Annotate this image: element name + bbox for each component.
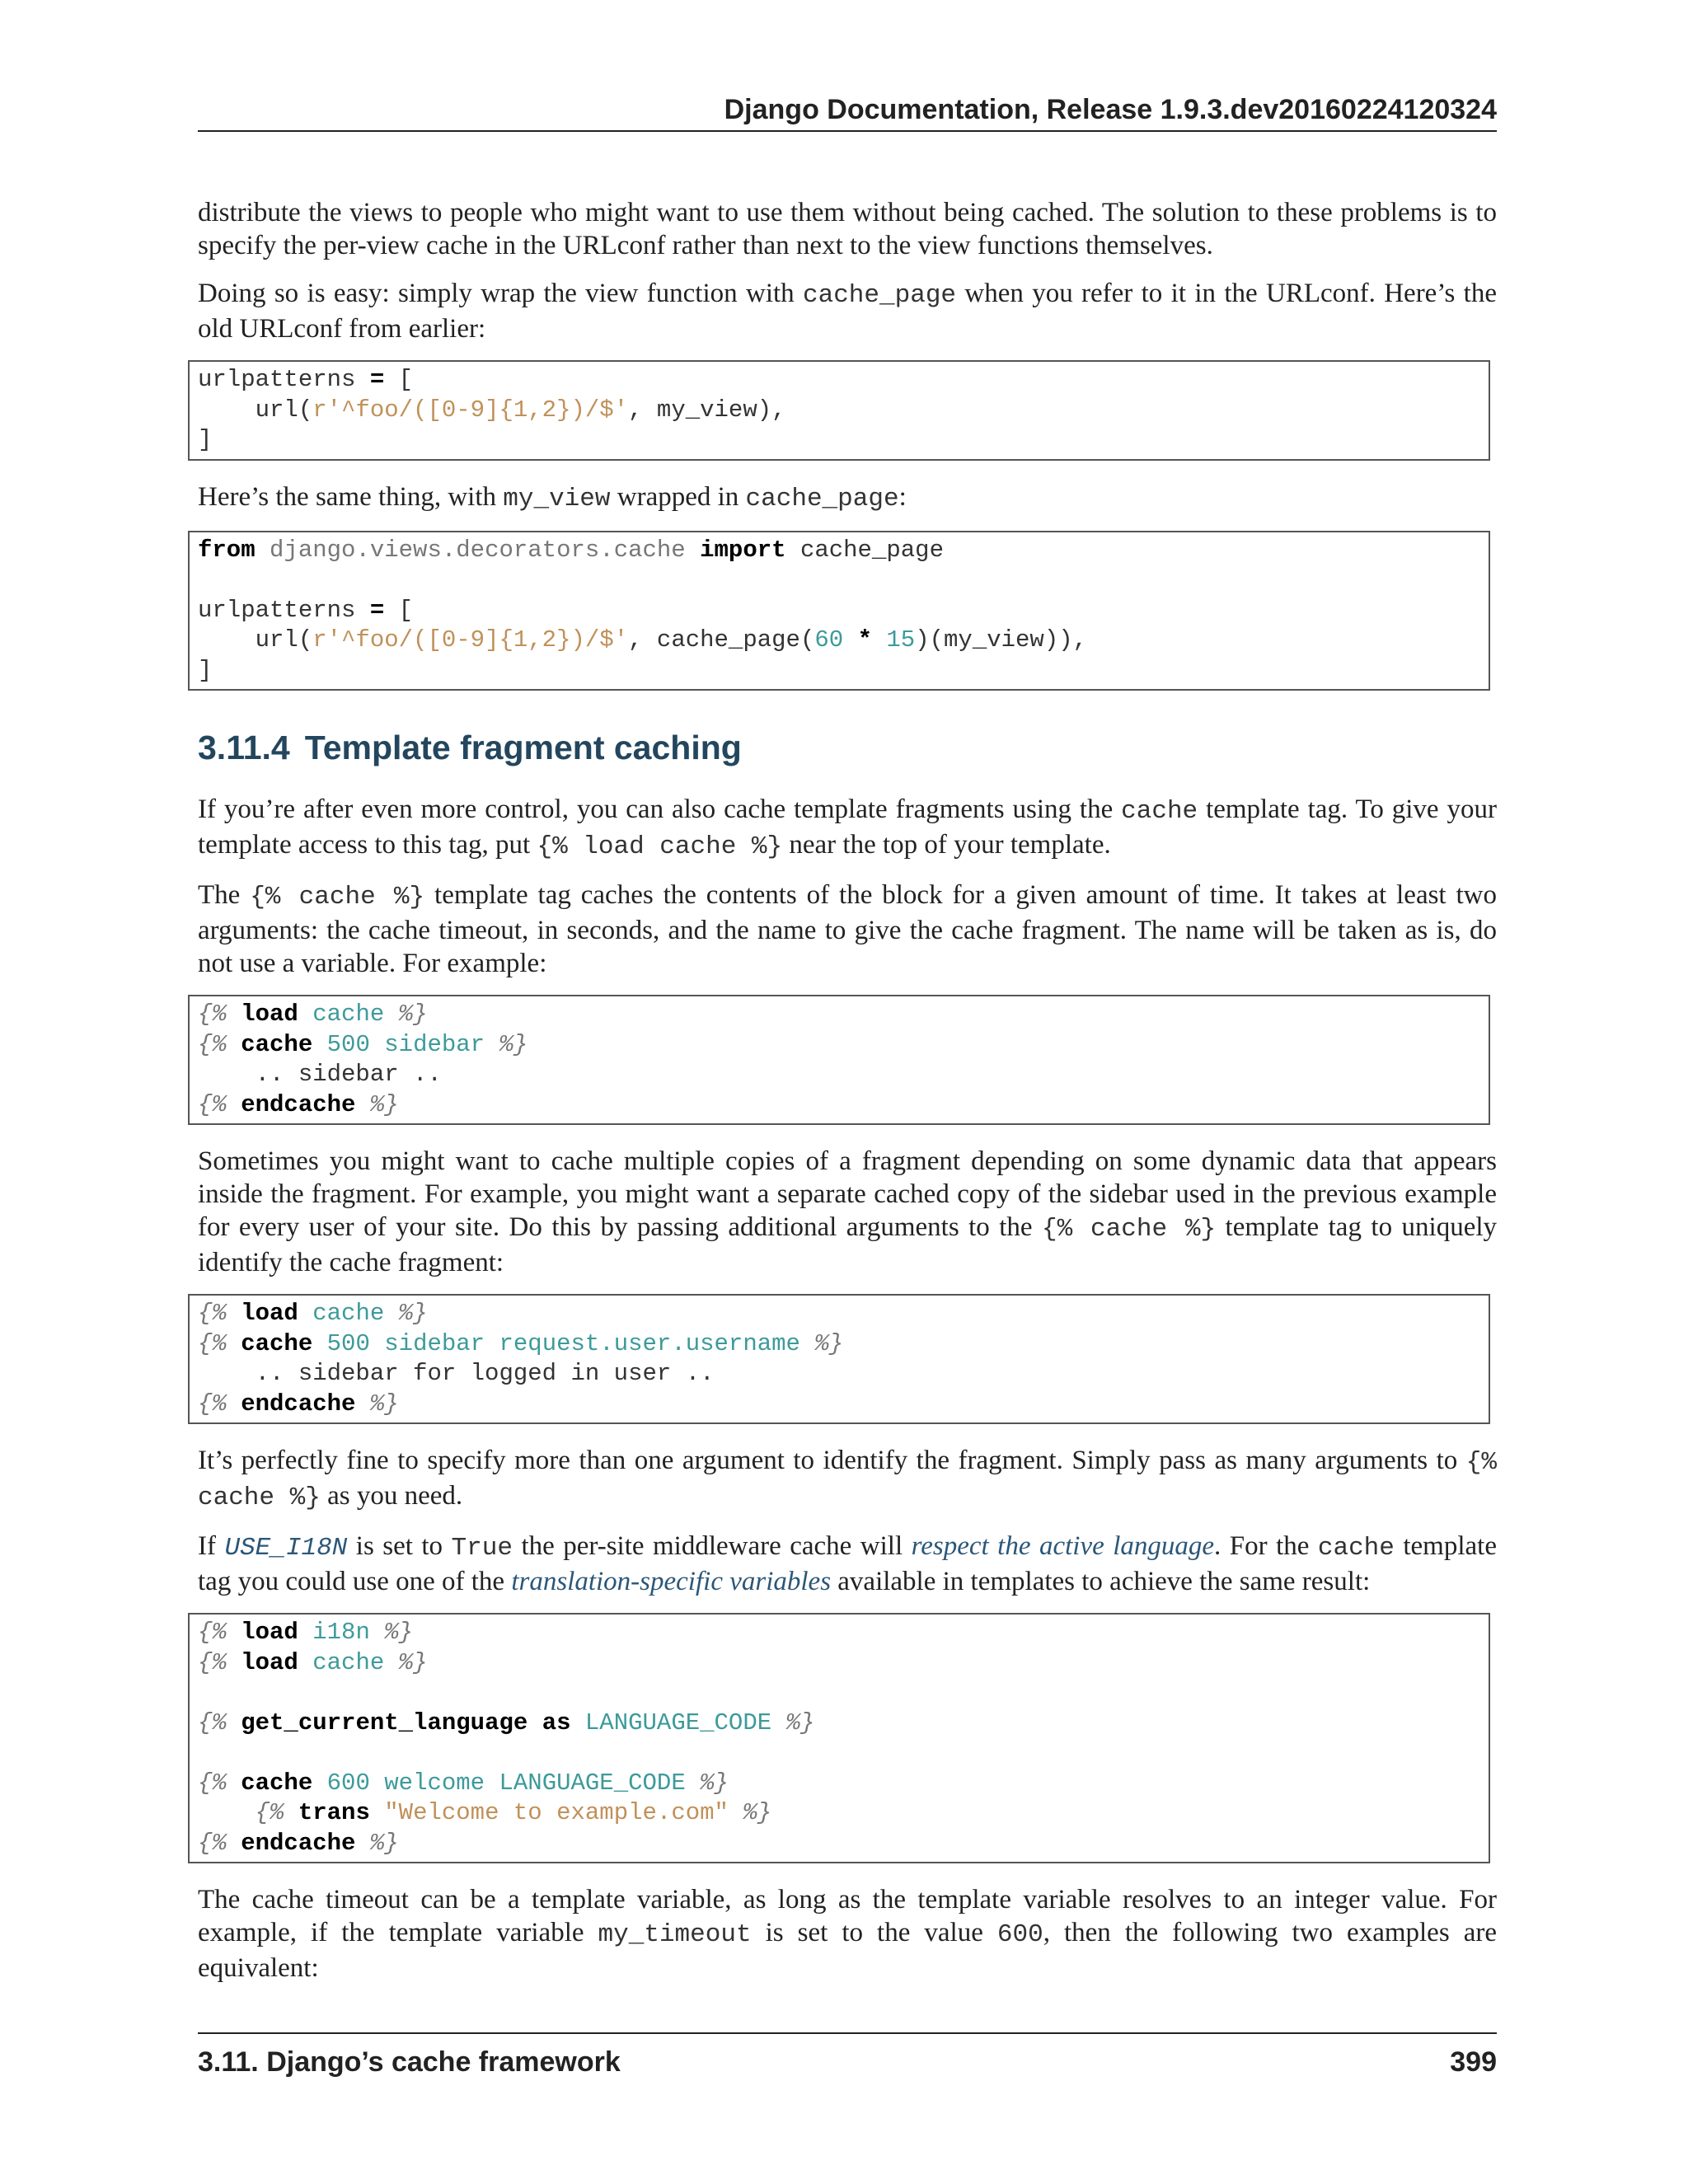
paragraph-multiple-copies: Sometimes you might want to cache multiple copies of a fragment depending on some dynamic data that appears inside the fragment. For example, you might want a separate cached copy of the sidebar used in the previous example for every user of your site. Do this by passing additional arguments to the {% cache %} template tag to uniquely identify the cache fragment: [198, 1146, 1498, 1277]
code-block-sidebar[interactable]: {% load cache %} {% cache 500 sidebar %} .. sidebar .. {% endcache %} [188, 995, 1490, 1125]
inline-code: {% cache %} [1042, 1215, 1217, 1244]
paragraph-timeout-variable: The cache timeout can be a template variable, as long as the template variable resolves to an integer value. For example, if the template variable my_timeout is set to the value 600, then the following two examples are equivalent: [198, 1885, 1497, 1983]
inline-code: cache_page [745, 484, 899, 513]
link-respect-active-language[interactable]: respect the active language [911, 1531, 1215, 1561]
paragraph-more-arguments: It’s perfectly fine to specify more than one argument to identify the fragment. Simply pass as many arguments to {% cache %} as you need. [198, 1446, 1497, 1512]
code-block-cache-page[interactable]: from django.views.decorators.cache import cache_page urlpatterns = [ url(r'^foo/([0-9]{1,2})/$', cache_page(60 * 15)(my_view)), ] [188, 531, 1490, 691]
inline-code: cache [1317, 1534, 1395, 1563]
inline-code: {% cache %} [250, 883, 425, 912]
code-block-sidebar-user[interactable]: {% load cache %} {% cache 500 sidebar request.user.username %} .. sidebar for logged in user .. {% endcache %} [188, 1294, 1490, 1424]
section-title: Template fragment caching [304, 729, 742, 766]
inline-code: 600 [996, 1920, 1043, 1949]
paragraph-intro: distribute the views to people who might want to use them without being cached. The solution to these problems is to specify the per-view cache in the URLconf rather than next to the view functions themselves. [198, 198, 1497, 260]
footer-section: 3.11. Django’s cache framework [198, 2046, 621, 2078]
inline-code: my_timeout [598, 1920, 752, 1949]
inline-code: {% cache %} [198, 1448, 1497, 1512]
paragraph-fragment-intro: If you’re after even more control, you can also cache template fragments using the cache template tag. To give your template access to this tag, put {% load cache %} near the top of your template. [198, 794, 1497, 861]
inline-code: my_view [503, 484, 611, 513]
text: when you refer to it in the URLconf. Here’s the old URLconf from earlier: [198, 279, 1498, 344]
code-block-urlconf[interactable]: urlpatterns = [ url(r'^foo/([0-9]{1,2})/$', my_view), ] [188, 360, 1490, 461]
paragraph-same-thing: Here’s the same thing, with my_view wrapped in cache_page: [198, 481, 907, 513]
link-use-i18n[interactable]: USE_I18N [224, 1534, 348, 1563]
inline-code: cache [1121, 797, 1198, 826]
page-number: 399 [1450, 2046, 1497, 2078]
page-footer [198, 2032, 1497, 2083]
code-block-i18n-cache[interactable]: {% load i18n %} {% load cache %} {% get_current_language as LANGUAGE_CODE %} {% cache 600 welcome LANGUAGE_CODE %} {% trans "Welcome to example.com" %} {% endcache %} [188, 1613, 1490, 1863]
running-header: Django Documentation, Release 1.9.3.dev20160224120324 [198, 89, 1497, 132]
paragraph-wrap-view [198, 277, 1497, 345]
inline-code: True [451, 1534, 513, 1563]
section-heading [198, 727, 1497, 768]
inline-code: cache_page [803, 281, 957, 310]
paragraph-cache-tag: The {% cache %} template tag caches the contents of the block for a given amount of time. It takes at least two arguments: the cache timeout, in seconds, and the name to give the cache fragment. The name will be taken as is, do not use a variable. For example: [198, 880, 1497, 978]
link-translation-variables[interactable]: translation-specific variables [511, 1567, 832, 1596]
paragraph-i18n: If USE_I18N is set to True the per-site middleware cache will respect the active language. For the cache template tag you could use one of the translation-specific variables available in templates to achieve the same result: [198, 1531, 1497, 1596]
section-number: 3.11.4 [198, 729, 290, 766]
page-content [198, 196, 1497, 1999]
inline-code: {% load cache %} [537, 832, 783, 861]
text: Doing so is easy: simply wrap the view function with [198, 279, 803, 308]
